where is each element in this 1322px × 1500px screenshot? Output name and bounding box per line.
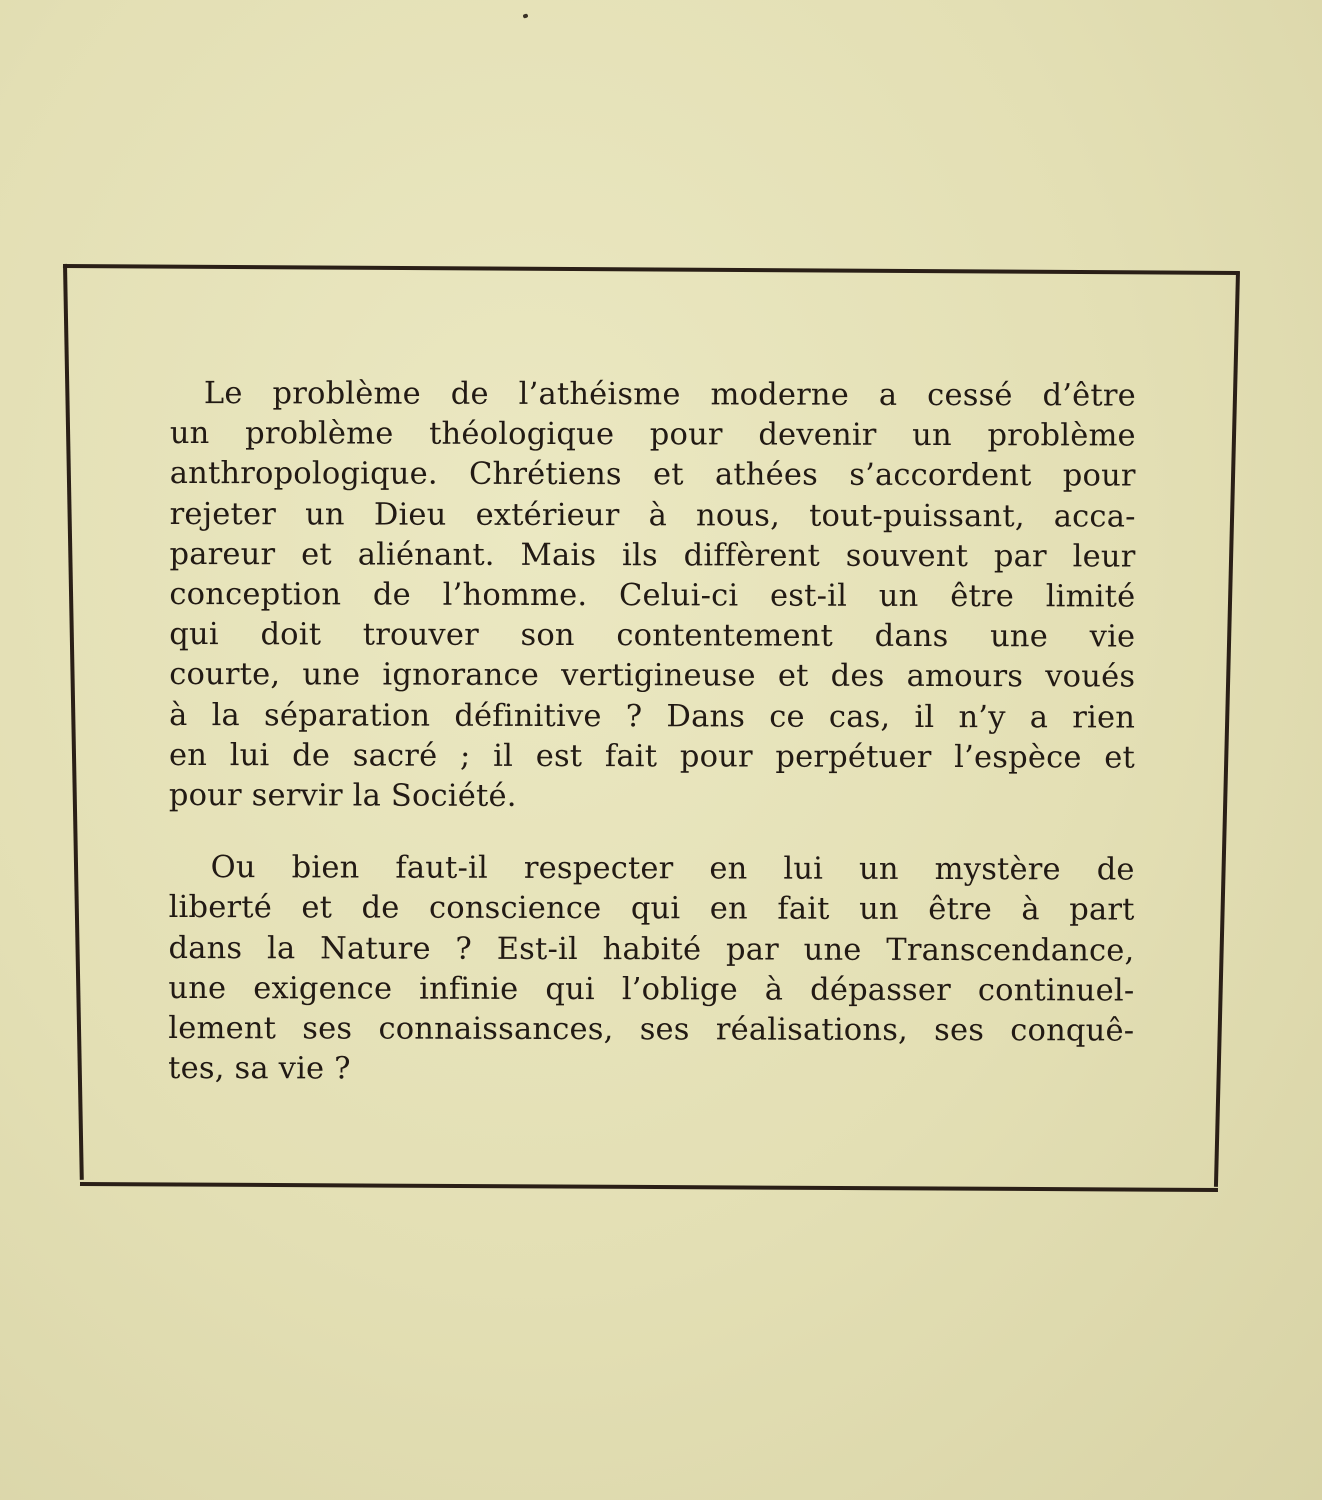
frame-right-border	[1214, 271, 1240, 1187]
text-line: dans la Nature ? Est-il habité par une Transcendance,	[168, 930, 1135, 969]
text-line: qui doit trouver son contentement dans une vie	[169, 617, 1136, 655]
text-line: rejeter un Dieu extérieur à nous, tout-puissant, acca-	[169, 496, 1136, 535]
frame-bottom-border	[80, 1182, 1218, 1192]
frame-top-border	[63, 264, 1239, 275]
paragraph-2	[168, 848, 1135, 1092]
paper-speck	[522, 13, 528, 18]
text-line: courte, une ignorance vertigineuse et des amours voués	[169, 657, 1136, 695]
text-line: Ou bien faut-il respecter en lui un mystère de	[210, 850, 1135, 888]
paragraph-1	[169, 374, 1136, 819]
text-line: pour servir la Société.	[168, 778, 517, 814]
body-text	[168, 374, 1136, 1092]
text-line: lement ses connaissances, ses réalisations, ses conquê-	[168, 1011, 1135, 1049]
text-line: anthropologique. Chrétiens et athées s’accordent pour	[169, 456, 1136, 494]
text-line: Le problème de l’athéisme moderne a cessé d’être	[203, 376, 1136, 414]
text-line: liberté et de conscience qui en fait un être à part	[168, 890, 1135, 928]
text-line: conception de l’homme. Celui-ci est-il un être limité	[169, 577, 1136, 615]
text-line: tes, sa vie ?	[168, 1051, 351, 1087]
frame-left-border	[63, 264, 84, 1180]
text-line: une exigence infinie qui l’oblige à dépasser continuel-	[168, 970, 1135, 1009]
text-line: un problème théologique pour devenir un problème	[169, 416, 1136, 454]
text-line: en lui de sacré ; il est fait pour perpétuer l’espèce et	[168, 737, 1136, 776]
text-line: pareur et aliénant. Mais ils diffèrent souvent par leur	[169, 536, 1136, 575]
text-line: à la séparation définitive ? Dans ce cas, il n’y a rien	[169, 697, 1136, 736]
